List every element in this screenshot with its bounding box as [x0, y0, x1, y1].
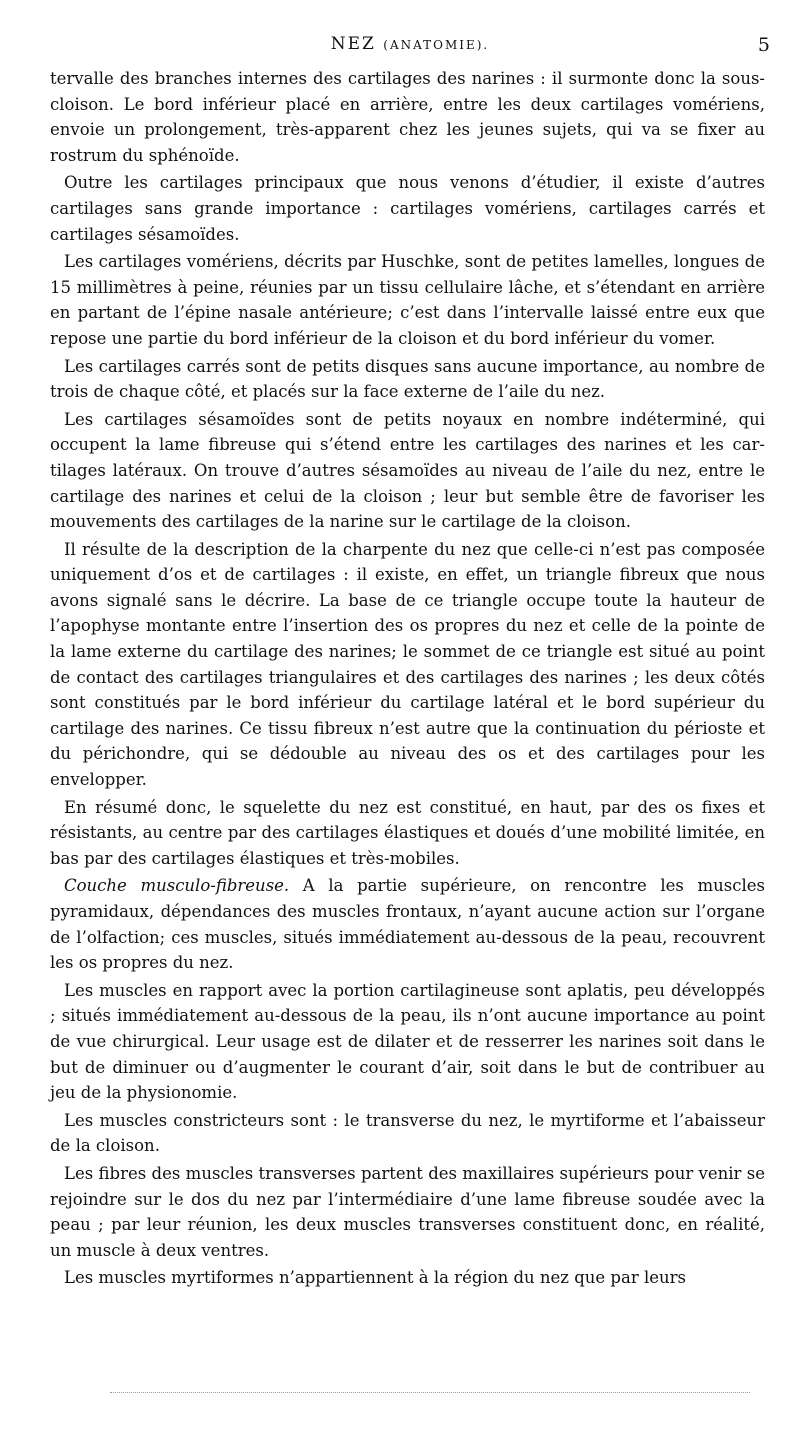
- paragraph: Les cartilages sésamoïdes sont de petits noyaux en nombre indéterminé, qui occupent la lame fibreuse qui s’étend entre les cartilages des narines et les cartilages latéraux. On trouve d’autres sésamoïdes au niveau de l’aile du nez, entre le cartilage des narines et celui de la cloison ; leur but semble être de favoriser les mouvements des cartilages de la narine sur le cartilage de la cloison.: [50, 409, 765, 532]
- footer-rule: [110, 1392, 750, 1393]
- page-header: [50, 34, 770, 60]
- paragraph: Les muscles constricteurs sont : le transverse du nez, le myrtiforme et l’abaisseur de la cloison.: [50, 1110, 765, 1156]
- paragraph: Les muscles en rapport avec la portion cartilagineuse sont aplatis, peu développés ; situés immédiatement au-dessous de la peau, ils n’ont aucune importance au point de vue chirurgical. Leur usage est de dilater et de resserrer les narines soit dans le but de diminuer ou d’augmenter le courant d’air, soit dans le but de contribuer au jeu de la physionomie.: [50, 980, 765, 1103]
- running-head: [50, 34, 770, 54]
- paragraph: Les fibres des muscles transverses partent des maxillaires supérieurs pour venir se rejoindre sur le dos du nez par l’intermédiaire d’une lame fibreuse soudée avec la peau ; par leur réunion, les deux muscles transverses constituent donc, en réalité, un muscle à deux ventres.: [50, 1163, 765, 1260]
- paragraph: Les muscles myrtiformes n’appartiennent à la région du nez que par leurs: [64, 1268, 686, 1288]
- paragraph: Les cartilages vomériens, décrits par Huschke, sont de petites lamelles, longues de 15 millimètres à peine, réunies par un tissu cellulaire lâche, et s’étendant en arrière en partant de l’épine nasale antérieure; c’est dans l’intervalle laissé entre eux que repose une partie du bord inférieur de la cloison et du bord inférieur du vomer.: [50, 252, 765, 348]
- page-number: 5: [757, 34, 770, 56]
- paragraph: Il résulte de la description de la charpente du nez que celle-ci n’est pas composée uniquement d’os et de cartilages : il existe, en effet, un triangle fibreux que nous avons signalé sans le décrire. La base de ce triangle occupe toute la hauteur de l’apophyse montante entre l’insertion des os propres du nez et celle de la pointe de la lame externe du cartilage des narines; le sommet de ce triangle est situé au point de contact des cartilages triangulaires et des cartilages des narines ; les deux côtés sont constitués par le bord inférieur du cartilage latéral et le bord supérieur du cartilage des narines. Ce tissu fibreux n’est autre que la continuation du périoste et du périchondre, qui se dédouble au niveau des os et des cartilages pour les envelopper.: [50, 539, 765, 790]
- running-head-subtitle: (ANATOMIE).: [383, 38, 490, 52]
- body-text: [50, 66, 765, 1291]
- paragraph: En résumé donc, le squelette du nez est constitué, en haut, par des os fixes et résistants, au centre par des cartilages élastiques et doués d’une mobilité limitée, en bas par des cartilages élastiques et très-mobiles.: [50, 797, 765, 868]
- paragraph: Les cartilages carrés sont de petits disques sans aucune importance, au nombre de trois de chaque côté, et placés sur la face externe de l’aile du nez.: [50, 356, 765, 402]
- paragraph: [50, 873, 765, 975]
- section-heading: Couche musculo-fibreuse.: [64, 876, 290, 896]
- paragraph-text: A la partie supérieure, on rencontre les muscles pyramidaux, dépendances des muscles frontaux, n’ayant aucune action sur l’organe de l’olfaction; ces muscles, situés immédiatement au-dessous de la peau, recouvrent les os propres du nez.: [50, 876, 766, 973]
- paragraph: Outre les cartilages principaux que nous venons d’étudier, il existe d’autres cartilages sans grande importance : cartilages vomériens, cartilages carrés et cartilages sésamoïdes.: [50, 173, 765, 244]
- running-head-title: NEZ: [330, 34, 376, 54]
- paragraph: tervalle des branches internes des cartilages des narines : il surmonte donc la sous-cloison. Le bord inférieur placé en arrière, entre les deux cartilages vomériens, envoie un prolongement, très-apparent chez les jeunes sujets, qui va se fixer au rostrum du sphénoïde.: [50, 69, 765, 165]
